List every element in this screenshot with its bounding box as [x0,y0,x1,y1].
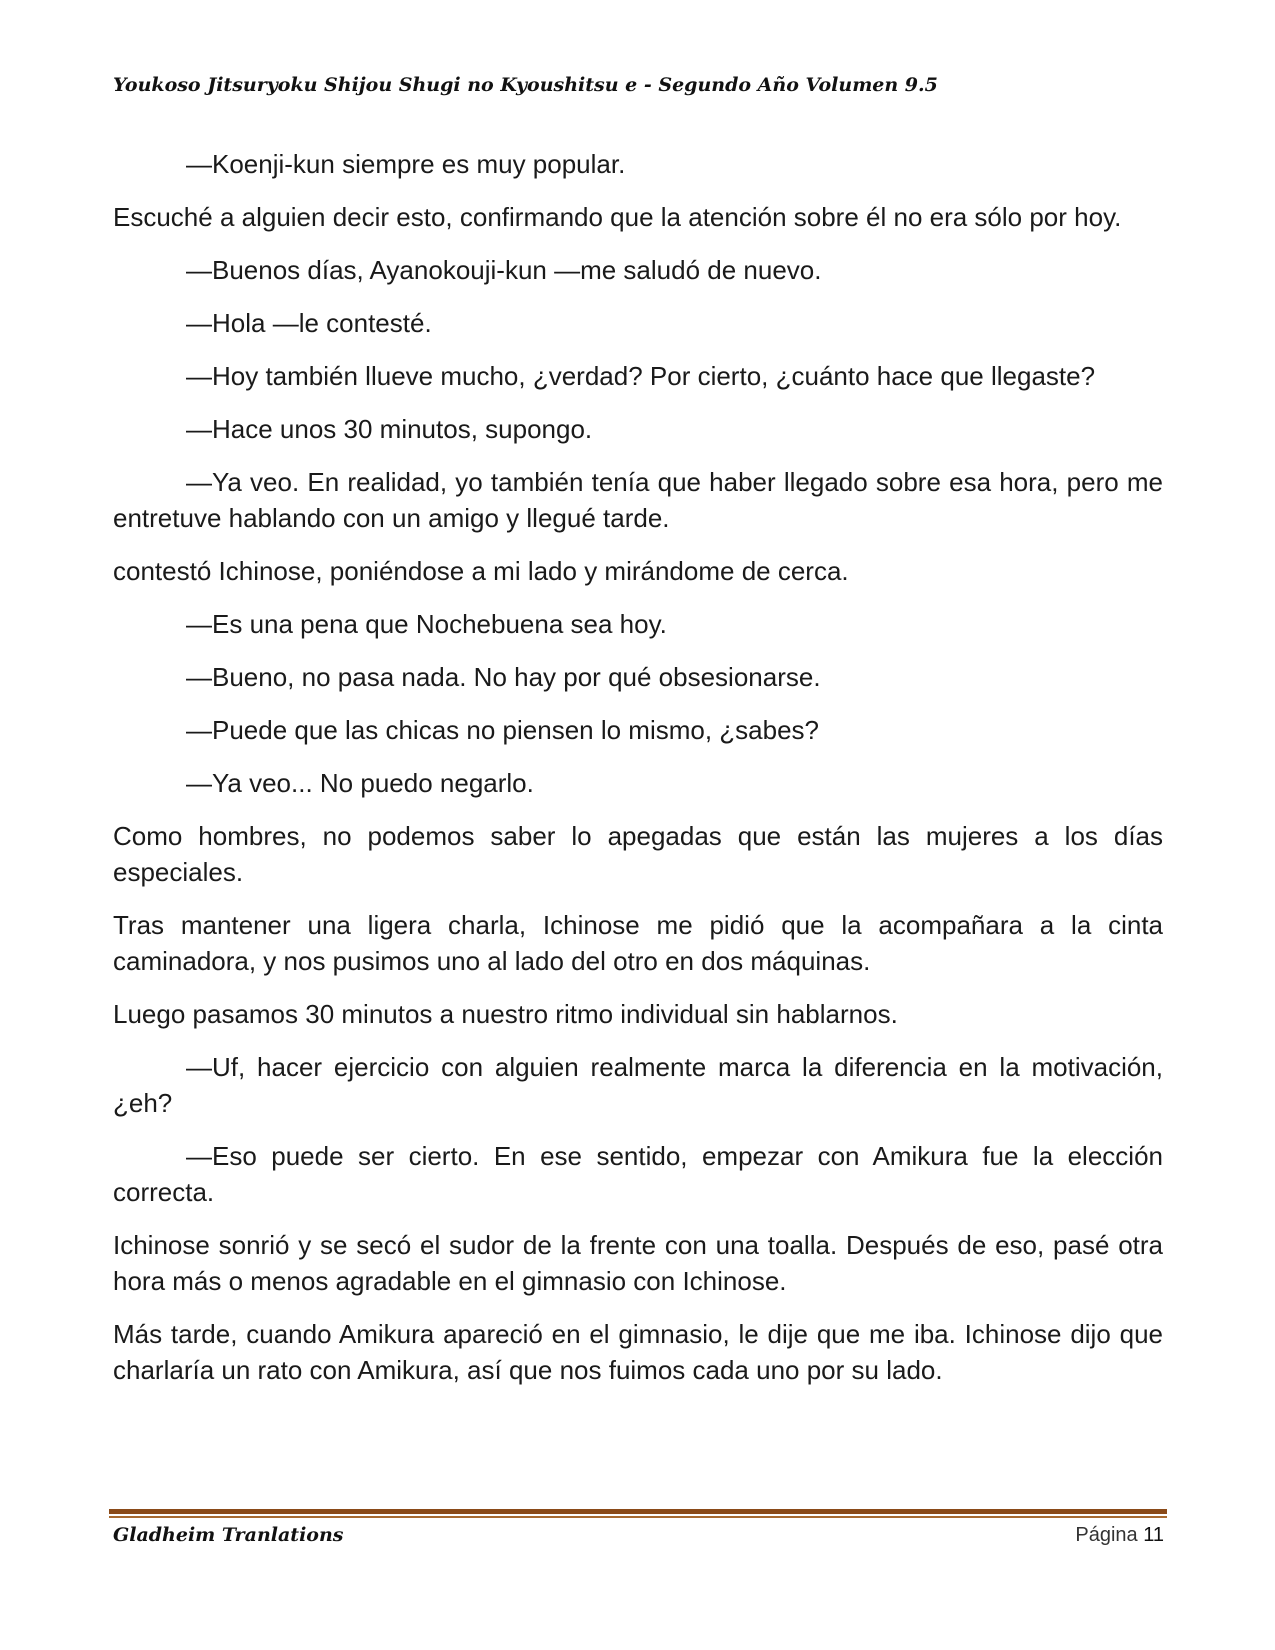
body-text [113,146,1163,1405]
page-label: Página [1075,1524,1138,1546]
paragraph-narration: Escuché a alguien decir esto, confirmando que la atención sobre él no era sólo por hoy. [113,202,1122,232]
paragraph-narration: Ichinose sonrió y se secó el sudor de la frente con una toalla. Después de eso, pasé otra hora más o menos agradable en el gimnasio con Ichinose. [113,1230,1163,1296]
paragraph-narration: Tras mantener una ligera charla, Ichinose me pidió que la acompañara a la cinta caminadora, y nos pusimos uno al lado del otro en dos máquinas. [113,910,1163,976]
paragraph-dialogue: —Ya veo... No puedo negarlo. [186,768,534,798]
footer-publisher: Gladheim Tranlations [113,1524,344,1546]
paragraph-dialogue: —Buenos días, Ayanokouji-kun —me saludó de nuevo. [186,255,822,285]
footer-divider-thick-line [109,1509,1167,1514]
paragraph-narration: Más tarde, cuando Amikura apareció en el gimnasio, le dije que me iba. Ichinose dijo que charlaría un rato con Amikura, así que nos fuimos cada uno por su lado. [113,1319,1163,1385]
footer-divider-thin-line [109,1516,1167,1518]
footer-divider [109,1509,1167,1518]
paragraph-dialogue: —Puede que las chicas no piensen lo mismo, ¿sabes? [186,715,820,745]
paragraph-narration: Como hombres, no podemos saber lo apegadas que están las mujeres a los días especiales. [113,821,1163,887]
paragraph-dialogue: —Hoy también llueve mucho, ¿verdad? Por cierto, ¿cuánto hace que llegaste? [186,361,1096,391]
paragraph-dialogue: —Es una pena que Nochebuena sea hoy. [186,609,667,639]
paragraph-narration: Luego pasamos 30 minutos a nuestro ritmo individual sin hablarnos. [113,999,898,1029]
paragraph-dialogue: —Eso puede ser cierto. En ese sentido, empezar con Amikura fue la elección correcta. [113,1141,1163,1207]
page-number: 11 [1143,1524,1164,1546]
paragraph-narration: contestó Ichinose, poniéndose a mi lado y mirándome de cerca. [113,556,849,586]
paragraph-dialogue: —Koenji-kun siempre es muy popular. [186,149,626,179]
paragraph-dialogue: —Uf, hacer ejercicio con alguien realmente marca la diferencia en la motivación, ¿eh? [113,1052,1163,1118]
footer-page-indicator [1075,1524,1164,1547]
paragraph-dialogue: —Ya veo. En realidad, yo también tenía que haber llegado sobre esa hora, pero me entretuve hablando con un amigo y llegué tarde. [113,467,1163,533]
page-header-title: Youkoso Jitsuryoku Shijou Shugi no Kyoushitsu e - Segundo Año Volumen 9.5 [113,74,938,96]
paragraph-dialogue: —Hola —le contesté. [186,308,432,338]
paragraph-dialogue: —Hace unos 30 minutos, supongo. [186,414,593,444]
paragraph-dialogue: —Bueno, no pasa nada. No hay por qué obsesionarse. [186,662,821,692]
